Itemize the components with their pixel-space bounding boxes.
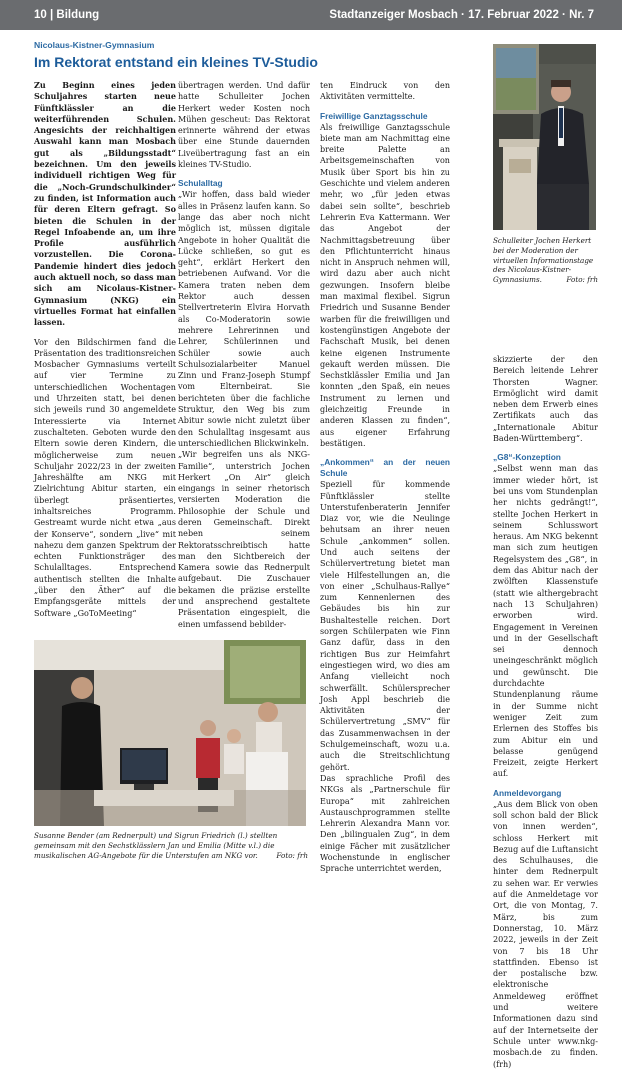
section-heading: „Ankommen“ an der neuen Schule — [320, 457, 450, 479]
section-heading: „G8“-Konzeption — [493, 452, 561, 463]
section-heading: Schulalltag — [178, 178, 223, 189]
article-paragraph: skizzierte der den Bereich leitende Lehrer Thorsten Wagner. Ermöglicht wird damit neben dem Erwerb eines Zertifikats auch das „Internationale Abitur Baden-Württemberg“. — [493, 355, 598, 444]
section-heading: Freiwillige Ganztagsschule — [320, 110, 428, 121]
article-paragraph: „Wir begreifen uns als NKG-Familie“, unterstrich Jochen Herkert „On Air“ gleich eingangs in seiner rhetorisch versierten Moderation die Philosophie der Schule und deren Gemeinschaft. Direkt neben seinem Rektoratsschreibtisch hatte man den Sichtbereich der Kamera sowie das Rednerpult aufgebaut. Die Zuschauer bekamen die präzise erstellte und ansprechend gestaltete Präsentation eingespielt, die einen umfassend bebilder- — [178, 450, 310, 629]
article-paragraph: übertragen werden. Und dafür hatte Schulleiter Jochen Herkert weder Kosten noch Mühen gescheut: Das Rektorat erinnerte während der etwas über eine Stunde dauernden Liveübertragung fast an ein kleines TV-Studio. — [178, 81, 310, 170]
caption-text: Schulleiter Jochen Herkert bei der Moderation der virtuellen Informationstage des Nicolaus-Kistner-Gymnasiums. — [493, 236, 594, 285]
article-paragraph: „Selbst wenn man das immer wieder hört, ist bei uns vom Stundenplan her nichts gedrängt!“, stellte Jochen Herkert in seinem Schlusswort heraus. Am NKG bekennt man sich zum heutigen Regelsystem des „G8“, in dem das Abitur nach der zwölften Klassenstufe (statt wie althergebracht nach 13 Schuljahren) erworben wird. Engagement in Vereinen und in der Gesellschaft sei dennoch uneingeschränkt möglich und gewünscht. Die durchdachte Stundenplanung räume in der Summe nicht weniger Zeit zum Erlernen des Stoffes bis zum Abitur ein und belasse genügend Freizeit, zeigte Herkert auf. — [493, 464, 598, 779]
caption-text: Susanne Bender (am Rednerpult) und Sigrun Friedrich (l.) stellten gemeinsam mit den Sechstklässlern Jan und Emilia (Mitte v.l.) die musikalischen AG-Angebote für die Unterstufen am NKG vor. — [34, 831, 278, 860]
article-paragraph: „Aus dem Blick von oben soll schon bald der Blick von innen werden“, schloss Herkert mit Bezug auf die Luftansicht des Schulhauses, die hinter dem Rednerpult zu sehen war. Er verwies auf die Anmeldetage vor Ort, die von Montag, 7. März, bis zum Donnerstag, 10. März 2022, jeweils in der Zeit von 7 bis 18 Uhr stattfinden. Ebenso ist der postalische bzw. elektronische Anmeldeweg eröffnet und weitere Informationen dazu sind auf der Internetseite der Schule unter www.nkg-mosbach.de zu finden. (frh) — [493, 799, 598, 1069]
photo-credit: Foto: frh — [276, 850, 308, 860]
photo-caption-top — [493, 236, 598, 285]
article-paragraph: Vor den Bildschirmen fand die Präsentation des traditionsreichen Mosbacher Gymnasiums verteilt auf vier Termine zu unterschiedlichen Wochentagen und Uhrzeiten statt, bei denen sich jeweils rund 30 angemeldete Interessierte via Internet zuschalteten. Geboten wurde den Eltern sowie deren Kindern, die möglicherweise zum neuen Schuljahr 2022/23 in der zweiten Jahreshälfte am NKG mit Zielrichtung Abitur starten, ein überlegt präsentiertes, inhaltsreiches Programm. Gestreamt wurde nicht etwa „aus der Konserve“, sondern „live“ mit nahezu dem ganzen Spektrum der echten Funktionsträger des Schulalltages. Entsprechend authentisch stellten die Inhalte „über den Äther“ auf die Empfangsgeräte mittels der Software „GoToMeeting“ — [34, 337, 176, 618]
article-kicker: Nicolaus-Kistner-Gymnasium — [34, 40, 155, 50]
article-paragraph: ten Eindruck von den Aktivitäten vermittelte. — [320, 81, 450, 102]
article-column-3 — [320, 80, 450, 875]
article-column-2 — [178, 80, 310, 630]
article-column-4 — [493, 354, 598, 1070]
page-header — [0, 0, 622, 30]
article-column-1 — [34, 80, 176, 619]
header-publication: Stadtanzeiger Mosbach · 17. Februar 2022 · Nr. 7 — [329, 9, 594, 21]
article-paragraph: Speziell für kommende Fünftklässler stellte Unterstufenberaterin Jennifer Diaz vor, wie die Neulinge behutsam an ihrer neuen Schule „ankommen“ sollen. Und auch seitens der Schülervertretung bietet man viele Hilfestellungen an, die von einer „Schulhaus-Rallye“ zum Kennenlernen des Gebäudes bis hin zur Bushaltestelle reichen. Dort sorgen Schülerpaten wie Finn Ganz dafür, dass in den richtigen Bus zur Heimfahrt eingestiegen wird, wo dies am Anfang vielleicht noch schwerfällt. Schülersprecher Josh Appl beschrieb die Aktivitäten der Schülervertretung „SMV“ für das Zusammenwachsen in der Schulgemeinschaft, wozu u.a. auch die Streitschlichtung gehört. — [320, 480, 450, 772]
article-paragraph: „Wir hoffen, dass bald wieder alles in Präsenz laufen kann. So lange das aber noch nicht möglich ist, müssen digitale Angebote in hoher Qualität die Lücke schließen, so gut es geht“, erklärt Herkert den betriebenen Aufwand. Vor die Kamera traten neben dem Rektor auch dessen Stellvertreterin Elvira Horvath als Co-Moderatorin sowie mehrere Lehrerinnen und Lehrer, Schülerinnen und Schüler sowie auch Schulsozialarbeiter Manuel Zinn und Franz-Joseph Stumpf vom Elternbeirat. Sie berichteten über die fachliche Struktur, den Weg bis zum Abitur sowie nicht zuletzt über den Schulalltag insgesamt aus unterschiedlichen Blickwinkeln. — [178, 190, 310, 448]
principal-photo-illustration — [493, 44, 596, 230]
header-section: 10 | Bildung — [34, 9, 100, 21]
section-heading: Anmeldevorgang — [493, 787, 562, 798]
article-paragraph: Das sprachliche Profil des NKGs als „Partnerschule für Europa“ mit zahlreichen Austauschprogrammen stellte Lehrerin Alexandra Mann vor. Den „bilingualen Zug“, in dem einige Fächer mit zusätzlicher Wochenstunde in englischer Sprache unterrichtet werden, — [320, 773, 450, 874]
photo-principal — [493, 44, 596, 230]
photo-music-group — [34, 640, 306, 826]
article-lead: Zu Beginn eines jeden Schuljahres starten neue Fünftklässler an die weiterführenden Schulen. Angesichts der reichhaltigen Auswahl kann man Mosbach gut als „Bildungsstadt“ bezeichnen. Um den jeweils individuell richtigen Weg für die „Noch-Grundschulkinder“ zu finden, ist Information auch für deren Eltern gefragt. So bieten die Schulen in der Regel Infoabende an, um ihre Profile ausführlich vorzustellen. Die Corona-Pandemie hindert dies jedoch auch aktuell noch, so dass man sich am Nicolaus-Kistner-Gymnasium (NKG) ein virtuelles Format hat einfallen lassen. — [34, 80, 176, 328]
article-headline: Im Rektorat entstand ein kleines TV-Studio — [34, 54, 318, 70]
photo-caption-bottom — [34, 831, 308, 860]
photo-credit: Foto: frh — [566, 275, 598, 285]
article-paragraph: Als freiwillige Ganztagsschule biete man am Nachmittag eine breite Palette an Arbeitsgemeinschaften von Musik über Sport bis hin zu Geschichte und vielem anderen mehr, wo „für jeden etwas dabei sein sollte“, beschrieb Lehrerin Eva Kattermann. Wer das Angebot der Nachmittagsbetreuung über den Pflichtunterricht hinaus nicht in Anspruch nehmen will, wird dazu aber auch nicht gezwungen. Insofern bleibe man maximal flexibel. Sigrun Friedrich und Susanne Bender warben für die freiwilligen und kostengünstigen Angebote der Fachschaft Musik, bei denen keine eigenen Instrumente gekauft werden müssen. Die Sechstklässler Emilia und Jan konnten „den Spaß, ein neues Instrument zu lernen und gleichzeitig Freunde in anderen Klassen zu finden“, aus eigener Erfahrung bestätigen. — [320, 122, 450, 448]
music-group-photo-illustration — [34, 640, 306, 826]
